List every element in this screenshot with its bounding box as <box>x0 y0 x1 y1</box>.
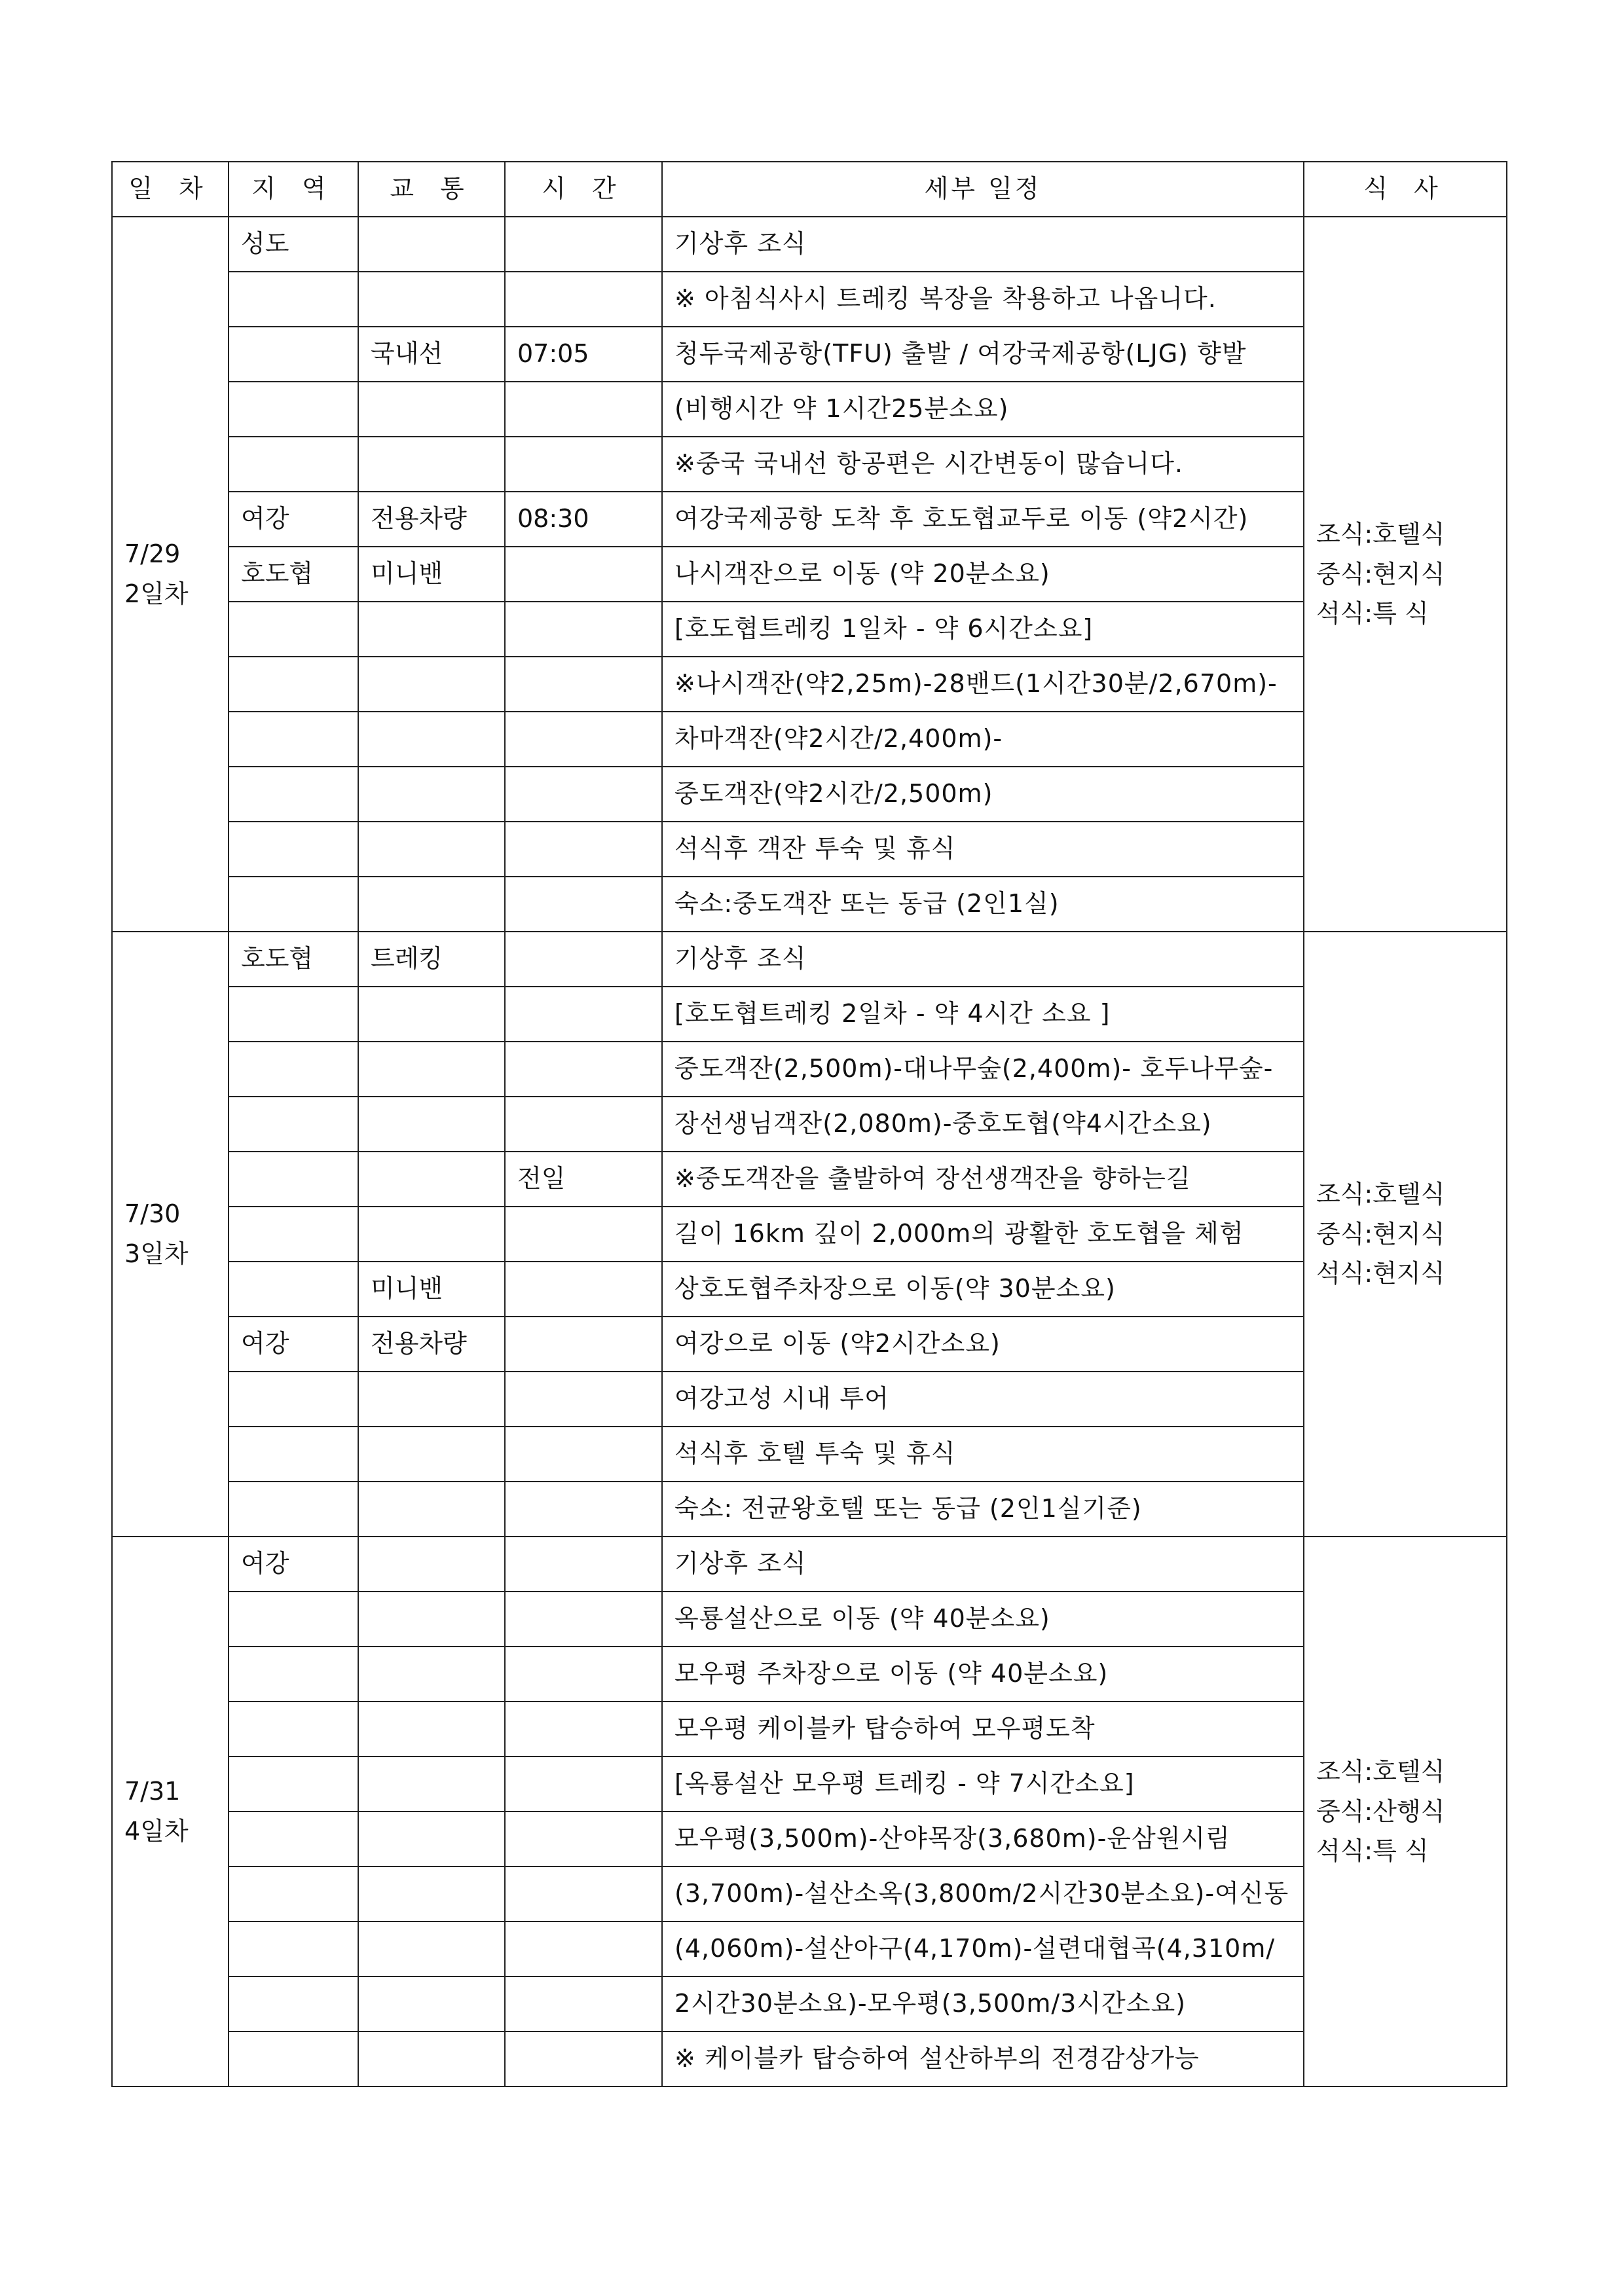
time-cell <box>505 1482 662 1537</box>
transport-cell <box>358 2032 505 2086</box>
time-cell <box>505 712 662 767</box>
table-row <box>112 1097 1507 1152</box>
time-cell <box>505 767 662 822</box>
time-cell <box>505 1207 662 1262</box>
detail-cell: ※ 케이블카 탑승하여 설산하부의 전경감상가능 <box>662 2032 1304 2086</box>
region-cell <box>229 1427 358 1482</box>
table-row <box>112 767 1507 822</box>
detail-cell: 여강으로 이동 (약2시간소요) <box>662 1317 1304 1372</box>
transport-cell <box>358 1152 505 1207</box>
region-cell <box>229 987 358 1042</box>
transport-cell <box>358 1757 505 1812</box>
transport-cell <box>358 767 505 822</box>
detail-cell: 숙소:중도객잔 또는 동급 (2인1실) <box>662 877 1304 932</box>
header-day: 일 차 <box>112 162 229 217</box>
time-cell <box>505 877 662 932</box>
detail-cell: (4,060m)-설산아구(4,170m)-설련대협곡(4,310m/ <box>662 1922 1304 1977</box>
region-cell <box>229 1207 358 1262</box>
region-cell <box>229 1702 358 1757</box>
region-cell <box>229 657 358 712</box>
detail-cell: ※나시객잔(약2,25m)-28밴드(1시간30분/2,670m)- <box>662 657 1304 712</box>
region-cell <box>229 602 358 657</box>
time-cell <box>505 987 662 1042</box>
detail-cell: 숙소: 전균왕호텔 또는 동급 (2인1실기준) <box>662 1482 1304 1537</box>
transport-cell <box>358 877 505 932</box>
region-cell <box>229 327 358 382</box>
day-cell <box>112 932 229 1537</box>
table-row <box>112 217 1507 272</box>
table-row <box>112 547 1507 602</box>
table-row <box>112 1867 1507 1922</box>
detail-cell: [호도협트레킹 1일차 - 약 6시간소요] <box>662 602 1304 657</box>
table-row <box>112 1262 1507 1317</box>
table-row <box>112 822 1507 877</box>
region-cell <box>229 382 358 437</box>
transport-cell <box>358 272 505 327</box>
table-row <box>112 987 1507 1042</box>
meal-item: 중식:현지식 <box>1316 559 1445 589</box>
meal-item: 조식:호텔식 <box>1316 1757 1445 1786</box>
time-cell: 전일 <box>505 1152 662 1207</box>
region-cell <box>229 1152 358 1207</box>
time-cell <box>505 1262 662 1317</box>
table-row <box>112 1537 1507 1592</box>
detail-cell: 모우평(3,500m)-산야목장(3,680m)-운삼원시림 <box>662 1812 1304 1867</box>
time-cell <box>505 1702 662 1757</box>
table-row <box>112 2032 1507 2086</box>
table-row <box>112 1427 1507 1482</box>
table-row <box>112 437 1507 492</box>
detail-cell: 여강고성 시내 투어 <box>662 1372 1304 1427</box>
region-cell <box>229 767 358 822</box>
transport-cell <box>358 1867 505 1922</box>
region-cell <box>229 1867 358 1922</box>
detail-cell: 석식후 호텔 투숙 및 휴식 <box>662 1427 1304 1482</box>
transport-cell: 트레킹 <box>358 932 505 987</box>
table-row <box>112 1812 1507 1867</box>
day-date: 7/31 <box>124 1777 181 1806</box>
meal-item: 석식:현지식 <box>1316 1259 1445 1288</box>
detail-cell: 중도객잔(2,500m)-대나무숲(2,400m)- 호두나무숲- <box>662 1042 1304 1097</box>
transport-cell <box>358 1537 505 1592</box>
day-cell <box>112 1537 229 2086</box>
transport-cell: 미니밴 <box>358 1262 505 1317</box>
table-row <box>112 877 1507 932</box>
meal-item: 중식:산행식 <box>1316 1796 1445 1826</box>
transport-cell <box>358 1647 505 1702</box>
detail-cell: 모우평 주차장으로 이동 (약 40분소요) <box>662 1647 1304 1702</box>
region-cell <box>229 1042 358 1097</box>
meal-item: 중식:현지식 <box>1316 1219 1445 1248</box>
meal-item: 조식:호텔식 <box>1316 519 1445 549</box>
transport-cell: 국내선 <box>358 327 505 382</box>
transport-cell: 미니밴 <box>358 547 505 602</box>
transport-cell <box>358 822 505 877</box>
region-cell <box>229 1262 358 1317</box>
detail-cell: 옥룡설산으로 이동 (약 40분소요) <box>662 1592 1304 1647</box>
detail-cell: 장선생님객잔(2,080m)-중호도협(약4시간소요) <box>662 1097 1304 1152</box>
time-cell <box>505 1317 662 1372</box>
header-row <box>112 162 1507 217</box>
time-cell <box>505 1647 662 1702</box>
meal-item: 조식:호텔식 <box>1316 1179 1445 1209</box>
transport-cell <box>358 1372 505 1427</box>
time-cell <box>505 1812 662 1867</box>
region-cell <box>229 2032 358 2086</box>
transport-cell <box>358 602 505 657</box>
time-cell <box>505 932 662 987</box>
region-cell <box>229 272 358 327</box>
transport-cell: 전용차량 <box>358 492 505 547</box>
region-cell <box>229 1977 358 2032</box>
detail-cell: [옥룡설산 모우평 트레킹 - 약 7시간소요] <box>662 1757 1304 1812</box>
table-row <box>112 1647 1507 1702</box>
time-cell <box>505 2032 662 2086</box>
time-cell <box>505 602 662 657</box>
transport-cell <box>358 1812 505 1867</box>
time-cell <box>505 657 662 712</box>
detail-cell: 모우평 케이블카 탑승하여 모우평도착 <box>662 1702 1304 1757</box>
header-detail: 세부 일정 <box>662 162 1304 217</box>
region-cell <box>229 822 358 877</box>
time-cell <box>505 272 662 327</box>
detail-cell: 중도객잔(약2시간/2,500m) <box>662 767 1304 822</box>
day-date: 7/29 <box>124 539 181 569</box>
detail-cell: 차마객잔(약2시간/2,400m)- <box>662 712 1304 767</box>
day-cell <box>112 217 229 932</box>
region-cell <box>229 1757 358 1812</box>
transport-cell <box>358 217 505 272</box>
detail-cell: 상호도협주차장으로 이동(약 30분소요) <box>662 1262 1304 1317</box>
time-cell <box>505 1922 662 1977</box>
day-date: 7/30 <box>124 1199 181 1229</box>
day-label: 4일차 <box>124 1817 189 1846</box>
itinerary-body <box>112 217 1507 2086</box>
table-row <box>112 492 1507 547</box>
table-row <box>112 1592 1507 1647</box>
region-cell <box>229 1482 358 1537</box>
region-cell <box>229 1097 358 1152</box>
header-region: 지 역 <box>229 162 358 217</box>
table-row <box>112 1207 1507 1262</box>
table-row <box>112 602 1507 657</box>
table-row <box>112 1757 1507 1812</box>
time-cell <box>505 1427 662 1482</box>
time-cell <box>505 1867 662 1922</box>
time-cell <box>505 1372 662 1427</box>
table-row <box>112 1482 1507 1537</box>
table-row <box>112 1152 1507 1207</box>
table-row <box>112 657 1507 712</box>
detail-cell: 길이 16km 깊이 2,000m의 광활한 호도협을 체험 <box>662 1207 1304 1262</box>
time-cell <box>505 547 662 602</box>
table-row <box>112 1922 1507 1977</box>
day-label: 2일차 <box>124 579 189 608</box>
region-cell <box>229 712 358 767</box>
detail-cell: 나시객잔으로 이동 (약 20분소요) <box>662 547 1304 602</box>
region-cell <box>229 1647 358 1702</box>
transport-cell <box>358 382 505 437</box>
region-cell <box>229 877 358 932</box>
region-cell <box>229 1372 358 1427</box>
region-cell: 여강 <box>229 1537 358 1592</box>
transport-cell <box>358 712 505 767</box>
meal-cell <box>1304 217 1507 932</box>
time-cell: 07:05 <box>505 327 662 382</box>
time-cell <box>505 217 662 272</box>
time-cell: 08:30 <box>505 492 662 547</box>
transport-cell <box>358 1592 505 1647</box>
transport-cell <box>358 1097 505 1152</box>
detail-cell: ※ 아침식사시 트레킹 복장을 착용하고 나옵니다. <box>662 272 1304 327</box>
region-cell: 성도 <box>229 217 358 272</box>
transport-cell <box>358 1922 505 1977</box>
table-row <box>112 1702 1507 1757</box>
itinerary-table <box>111 161 1507 2087</box>
detail-cell: 청두국제공항(TFU) 출발 / 여강국제공항(LJG) 향발 <box>662 327 1304 382</box>
transport-cell <box>358 1427 505 1482</box>
region-cell <box>229 1922 358 1977</box>
detail-cell: 기상후 조식 <box>662 217 1304 272</box>
meal-cell <box>1304 932 1507 1537</box>
time-cell <box>505 1537 662 1592</box>
table-row <box>112 712 1507 767</box>
detail-cell: 2시간30분소요)-모우평(3,500m/3시간소요) <box>662 1977 1304 2032</box>
meal-item: 석식:특 식 <box>1316 599 1429 629</box>
detail-cell: 석식후 객잔 투숙 및 휴식 <box>662 822 1304 877</box>
table-row <box>112 1372 1507 1427</box>
itinerary-sheet <box>111 161 1506 2087</box>
transport-cell <box>358 1207 505 1262</box>
transport-cell <box>358 1977 505 2032</box>
detail-cell: (3,700m)-설산소옥(3,800m/2시간30분소요)-여신동 <box>662 1867 1304 1922</box>
transport-cell <box>358 987 505 1042</box>
header-meal: 식 사 <box>1304 162 1507 217</box>
meal-item: 석식:특 식 <box>1316 1836 1429 1866</box>
region-cell: 여강 <box>229 1317 358 1372</box>
detail-cell: 기상후 조식 <box>662 1537 1304 1592</box>
header-time: 시 간 <box>505 162 662 217</box>
table-row <box>112 1977 1507 2032</box>
detail-cell: [호도협트레킹 2일차 - 약 4시간 소요 ] <box>662 987 1304 1042</box>
region-cell <box>229 437 358 492</box>
transport-cell <box>358 437 505 492</box>
table-row <box>112 272 1507 327</box>
time-cell <box>505 822 662 877</box>
time-cell <box>505 1097 662 1152</box>
transport-cell <box>358 657 505 712</box>
time-cell <box>505 1592 662 1647</box>
detail-cell: ※중도객잔을 출발하여 장선생객잔을 향하는길 <box>662 1152 1304 1207</box>
region-cell: 호도협 <box>229 547 358 602</box>
table-row <box>112 1317 1507 1372</box>
transport-cell <box>358 1482 505 1537</box>
time-cell <box>505 1042 662 1097</box>
time-cell <box>505 1757 662 1812</box>
transport-cell: 전용차량 <box>358 1317 505 1372</box>
time-cell <box>505 1977 662 2032</box>
transport-cell <box>358 1042 505 1097</box>
transport-cell <box>358 1702 505 1757</box>
time-cell <box>505 437 662 492</box>
header-transport: 교 통 <box>358 162 505 217</box>
detail-cell: 여강국제공항 도착 후 호도협교두로 이동 (약2시간) <box>662 492 1304 547</box>
region-cell <box>229 1592 358 1647</box>
time-cell <box>505 382 662 437</box>
region-cell: 호도협 <box>229 932 358 987</box>
table-row <box>112 932 1507 987</box>
day-label: 3일차 <box>124 1239 189 1268</box>
meal-cell <box>1304 1537 1507 2086</box>
table-row <box>112 327 1507 382</box>
detail-cell: (비행시간 약 1시간25분소요) <box>662 382 1304 437</box>
detail-cell: 기상후 조식 <box>662 932 1304 987</box>
region-cell <box>229 1812 358 1867</box>
detail-cell: ※중국 국내선 항공편은 시간변동이 많습니다. <box>662 437 1304 492</box>
table-row <box>112 382 1507 437</box>
region-cell: 여강 <box>229 492 358 547</box>
table-row <box>112 1042 1507 1097</box>
